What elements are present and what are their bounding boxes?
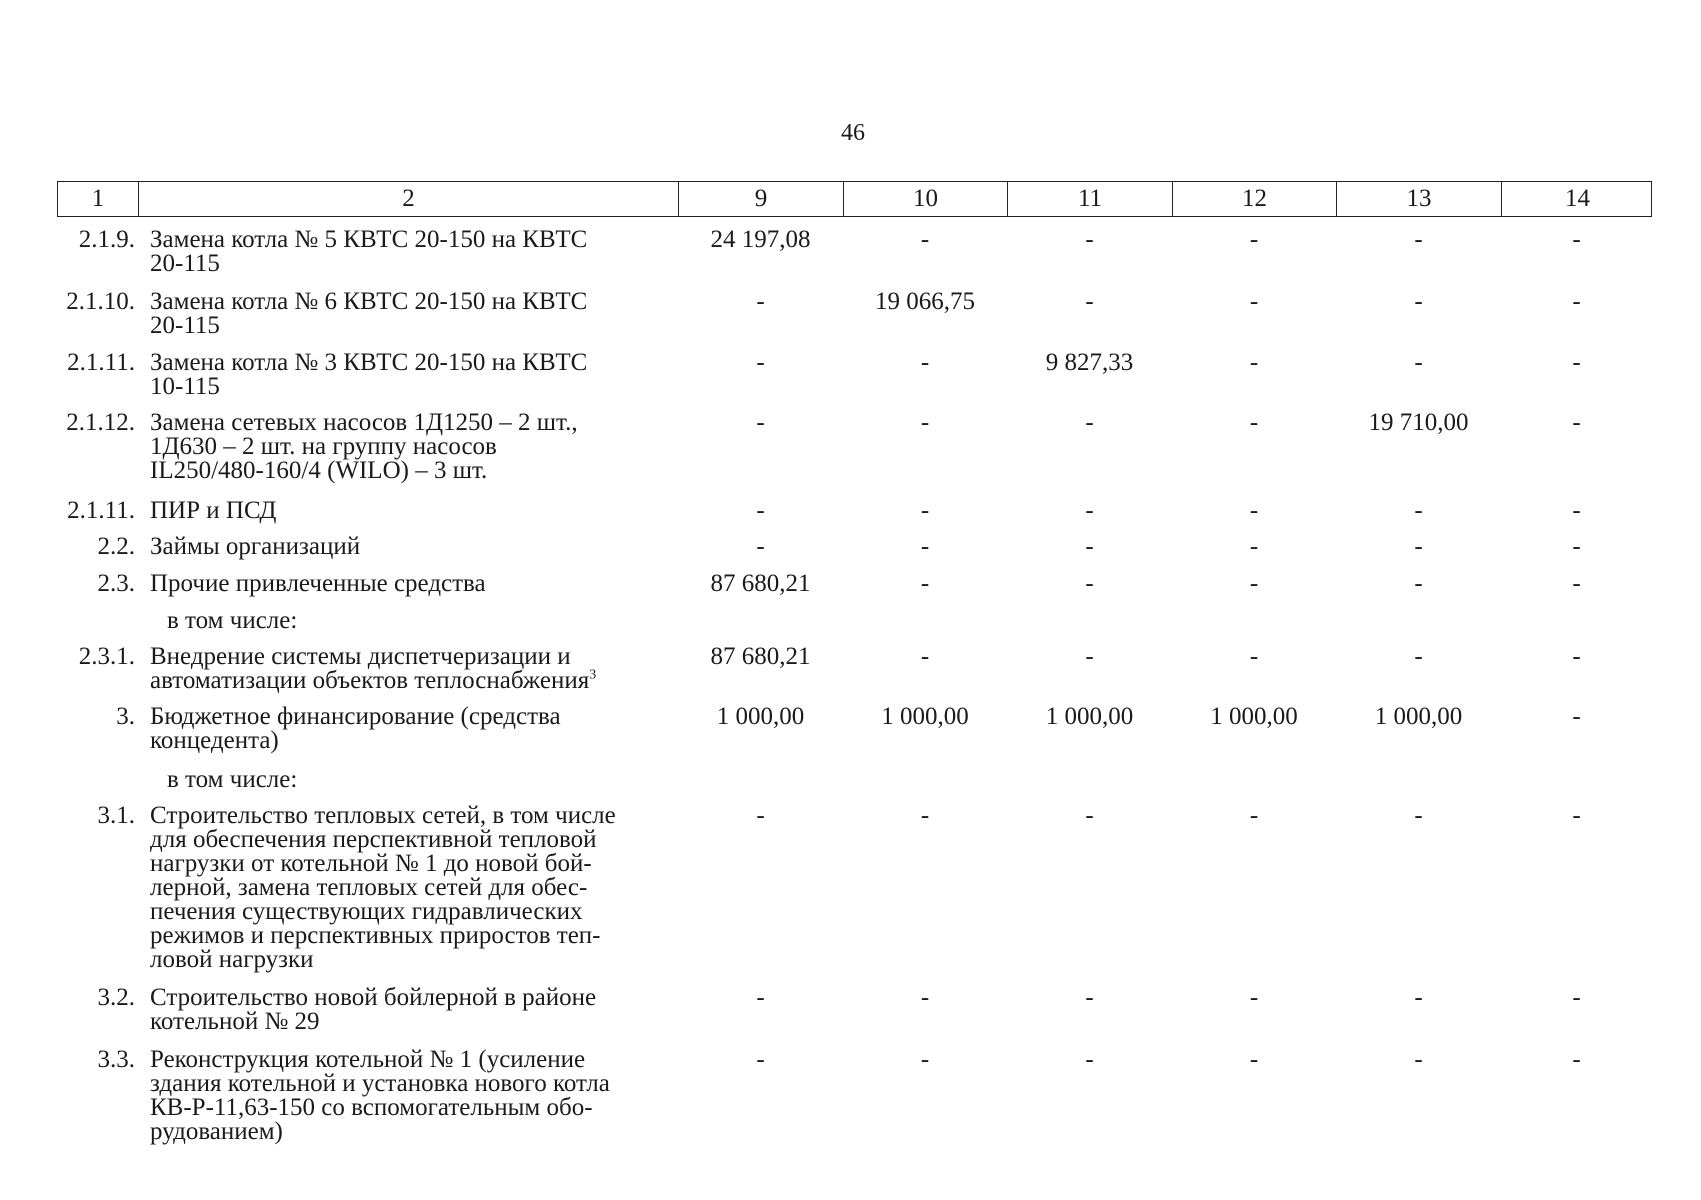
row-description: Внедрение системы диспетчеризации и автоматизации объектов теплоснабжения$^3$ <box>150 643 597 694</box>
value-cell: - <box>1414 226 1423 253</box>
value-cell: - <box>1085 288 1094 315</box>
row-number: 3.1. <box>97 802 135 829</box>
value-cell: - <box>1249 349 1259 376</box>
row-description: в том числе: <box>167 766 298 793</box>
value-cell: - <box>1414 349 1423 376</box>
header-cell: 11 <box>1008 182 1173 216</box>
row-description: Прочие привлеченные средства <box>150 570 486 597</box>
value-cell: 19 710,00 <box>1368 409 1469 436</box>
row-description: в том числе: <box>167 607 298 634</box>
value-cell: - <box>1414 497 1423 524</box>
value-cell: 9 827,33 <box>1045 349 1134 376</box>
value-cell: 1 000,00 <box>1210 703 1298 730</box>
value-cell: 87 680,21 <box>710 570 811 597</box>
table-header <box>57 181 1652 217</box>
value-cell: - <box>1414 802 1423 829</box>
value-cell: - <box>756 288 765 315</box>
row-description: Реконструкция котельной № 1 (усиление здания котельной и установка нового котла КВ-Р-11,63-150 со вспомогательным обо- рудованием) <box>150 1046 610 1145</box>
value-cell: - <box>920 984 930 1011</box>
value-cell: - <box>1572 349 1581 376</box>
value-cell: - <box>1414 643 1423 670</box>
value-cell: - <box>920 643 930 670</box>
value-cell: - <box>1572 533 1581 560</box>
value-cell: - <box>1085 802 1094 829</box>
value-cell: - <box>756 409 765 436</box>
value-cell: - <box>1249 643 1259 670</box>
value-cell: - <box>920 570 930 597</box>
value-cell: 1 000,00 <box>881 703 969 730</box>
value-cell: - <box>1249 802 1259 829</box>
value-cell: - <box>1085 984 1094 1011</box>
value-cell: - <box>920 226 930 253</box>
value-cell: - <box>1572 643 1581 670</box>
value-cell: - <box>1249 1046 1259 1073</box>
value-cell: - <box>756 349 765 376</box>
row-number: 3. <box>116 703 135 730</box>
value-cell: - <box>1572 802 1581 829</box>
row-description: Бюджетное финансирование (средства концедента) <box>150 703 561 754</box>
value-cell: - <box>1572 497 1581 524</box>
row-description: Замена котла № 3 КВТС 20-150 на КВТС 10-115 <box>150 349 588 400</box>
value-cell: - <box>1414 1046 1423 1073</box>
row-number: 2.1.9. <box>78 226 135 253</box>
value-cell: - <box>1085 1046 1094 1073</box>
value-cell: - <box>1249 984 1259 1011</box>
value-cell: - <box>1572 1046 1581 1073</box>
value-cell: - <box>1249 409 1259 436</box>
row-description: Строительство новой бойлерной в районе котельной № 29 <box>150 984 597 1035</box>
value-cell: - <box>1249 226 1259 253</box>
value-cell: - <box>920 1046 930 1073</box>
value-cell: - <box>1085 226 1094 253</box>
value-cell: - <box>1085 643 1094 670</box>
row-description: Замена сетевых насосов 1Д1250 – 2 шт., 1Д630 – 2 шт. на группу насосов IL250/480-160/4 (WILO) – 3 шт. <box>150 409 578 484</box>
value-cell: - <box>1414 533 1423 560</box>
row-number: 2.1.11. <box>67 497 135 524</box>
header-cell: 2 <box>139 182 679 216</box>
value-cell: - <box>756 802 765 829</box>
header-cell: 13 <box>1337 182 1502 216</box>
value-cell: - <box>1085 570 1094 597</box>
value-cell: 87 680,21 <box>710 643 811 670</box>
value-cell: - <box>920 802 930 829</box>
value-cell: - <box>1572 288 1581 315</box>
value-cell: 1 000,00 <box>1374 703 1463 730</box>
row-number: 2.2. <box>97 533 135 560</box>
value-cell: - <box>1249 533 1259 560</box>
header-cell: 12 <box>1173 182 1337 216</box>
value-cell: 24 197,08 <box>710 226 811 253</box>
value-cell: 19 066,75 <box>875 288 975 315</box>
value-cell: - <box>1572 409 1581 436</box>
value-cell: - <box>756 497 765 524</box>
header-cell: 14 <box>1565 185 1590 212</box>
value-cell: - <box>1249 497 1259 524</box>
row-number: 2.1.11. <box>67 349 135 376</box>
value-cell: 1 000,00 <box>716 703 805 730</box>
value-cell: - <box>1572 226 1581 253</box>
value-cell: - <box>920 409 930 436</box>
value-cell: - <box>920 533 930 560</box>
row-description: ПИР и ПСД <box>150 497 277 524</box>
value-cell: - <box>1572 984 1581 1011</box>
header-cell: 1 <box>58 182 139 216</box>
row-number: 3.3. <box>97 1046 135 1073</box>
value-cell: - <box>1085 533 1094 560</box>
header-cell: 10 <box>844 182 1008 216</box>
row-description: Замена котла № 6 КВТС 20-150 на КВТС 20-115 <box>150 288 588 339</box>
value-cell: - <box>756 984 765 1011</box>
row-description: Замена котла № 5 КВТС 20-150 на КВТС 20-115 <box>150 226 588 277</box>
value-cell: - <box>1414 570 1423 597</box>
row-number: 3.2. <box>97 984 135 1011</box>
row-description: Займы организаций <box>150 533 361 560</box>
value-cell: - <box>1249 288 1259 315</box>
row-number: 2.3.1. <box>78 643 135 670</box>
value-cell: - <box>920 497 930 524</box>
row-description: Строительство тепловых сетей, в том числе для обеспечения перспективной тепловой нагрузки от котельной № 1 до новой бой- лерной, замена тепловых сетей для обес- печения существующих гидравлических режимов и перспективных приростов теп- ловой нагрузки <box>150 802 616 973</box>
value-cell: - <box>756 1046 765 1073</box>
value-cell: - <box>1085 409 1094 436</box>
value-cell: - <box>1572 570 1581 597</box>
value-cell: - <box>1085 497 1094 524</box>
value-cell: - <box>1572 703 1581 730</box>
footnote-mark: 3 <box>589 667 597 683</box>
value-cell: - <box>920 349 930 376</box>
page-number: 46 <box>841 120 865 146</box>
header-cell: 9 <box>679 182 844 216</box>
value-cell: - <box>756 533 765 560</box>
row-number: 2.1.10. <box>66 288 135 315</box>
row-number: 2.1.12. <box>66 409 135 436</box>
value-cell: - <box>1414 984 1423 1011</box>
value-cell: 1 000,00 <box>1045 703 1134 730</box>
value-cell: - <box>1249 570 1259 597</box>
row-number: 2.3. <box>97 570 135 597</box>
value-cell: - <box>1414 288 1423 315</box>
